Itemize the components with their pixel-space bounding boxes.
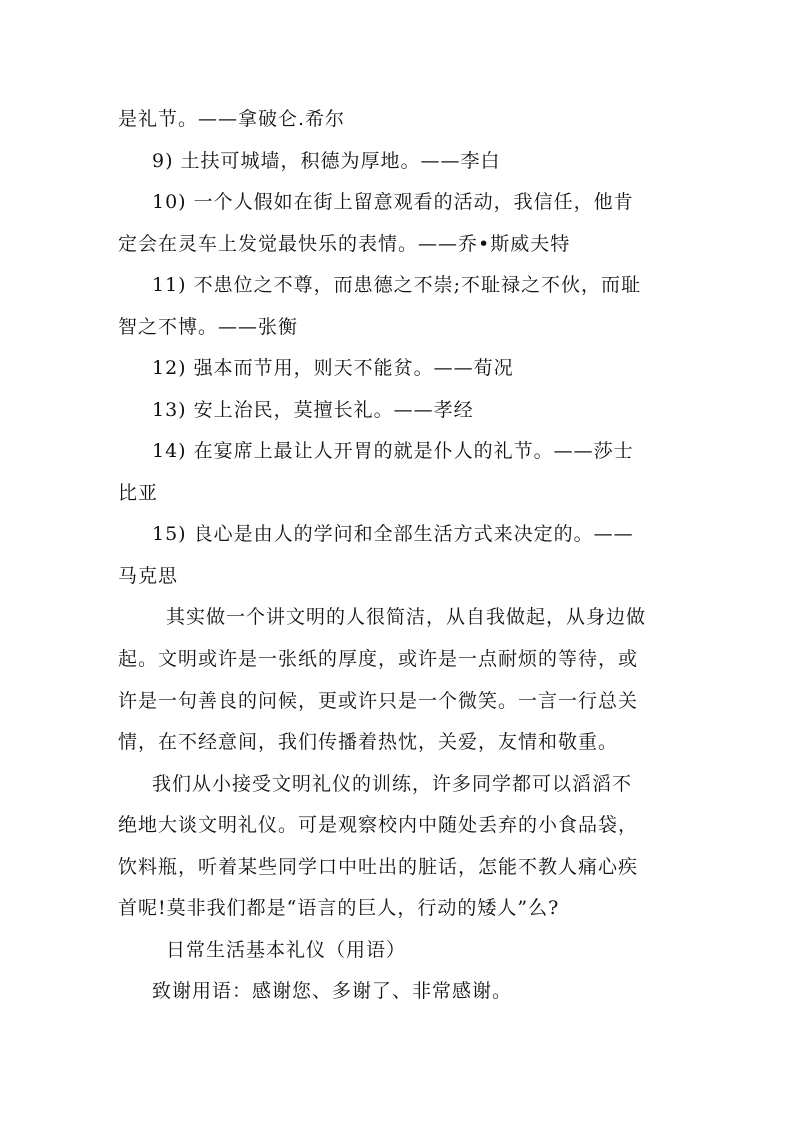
thanks-phrases: 致谢用语：感谢您、多谢了、非常感谢。 — [152, 980, 513, 1002]
quote-9: 9) 土扶可城墙，积德为厚地。——李白 — [152, 150, 501, 172]
paragraph-1-line-4: 情，在不经意间，我们传播着热忱，关爱，友情和敬重。 — [118, 731, 619, 753]
paragraph-2-line-3: 饮料瓶，听着某些同学口中吐出的脏话，怎能不教人痛心疾 — [118, 856, 639, 878]
quote-15-line-1: 15) 良心是由人的学问和全部生活方式来决定的。—— — [152, 523, 634, 545]
text-line-1: 是礼节。——拿破仑.希尔 — [118, 108, 346, 130]
paragraph-2-line-2: 绝地大谈文明礼仪。可是观察校内中随处丢弃的小食品袋， — [118, 814, 639, 836]
quote-11-line-1: 11) 不患位之不尊，而患德之不崇;不耻禄之不伙，而耻 — [152, 274, 642, 296]
quote-14-line-1: 14) 在宴席上最让人开胃的就是仆人的礼节。——莎士 — [152, 440, 634, 462]
paragraph-2-line-1: 我们从小接受文明礼仪的训练，许多同学都可以滔滔不 — [152, 773, 633, 795]
quote-10-line-2: 定会在灵车上发觉最快乐的表情。——乔•斯威夫特 — [118, 233, 571, 255]
paragraph-1-line-1: 其实做一个讲文明的人很简洁，从自我做起，从身边做 — [166, 606, 647, 628]
section-heading: 日常生活基本礼仪（用语） — [166, 939, 407, 961]
quote-13: 13) 安上治民，莫擅长礼。——孝经 — [152, 399, 474, 421]
quote-14-line-2: 比亚 — [118, 482, 159, 504]
paragraph-1-line-3: 许是一句善良的问候，更或许只是一个微笑。一言一行总关 — [118, 690, 639, 712]
quote-11-line-2: 智之不博。——张衡 — [118, 316, 299, 338]
quote-10-line-1: 10) 一个人假如在街上留意观看的活动，我信任，他肯 — [152, 191, 634, 213]
quote-15-line-2: 马克思 — [118, 565, 179, 587]
paragraph-1-line-2: 起。文明或许是一张纸的厚度，或许是一点耐烦的等待，或 — [118, 648, 639, 670]
paragraph-2-line-4: 首呢!莫非我们都是“语言的巨人，行动的矮人”么? — [118, 897, 560, 919]
quote-12: 12) 强本而节用，则天不能贫。——荀况 — [152, 357, 514, 379]
